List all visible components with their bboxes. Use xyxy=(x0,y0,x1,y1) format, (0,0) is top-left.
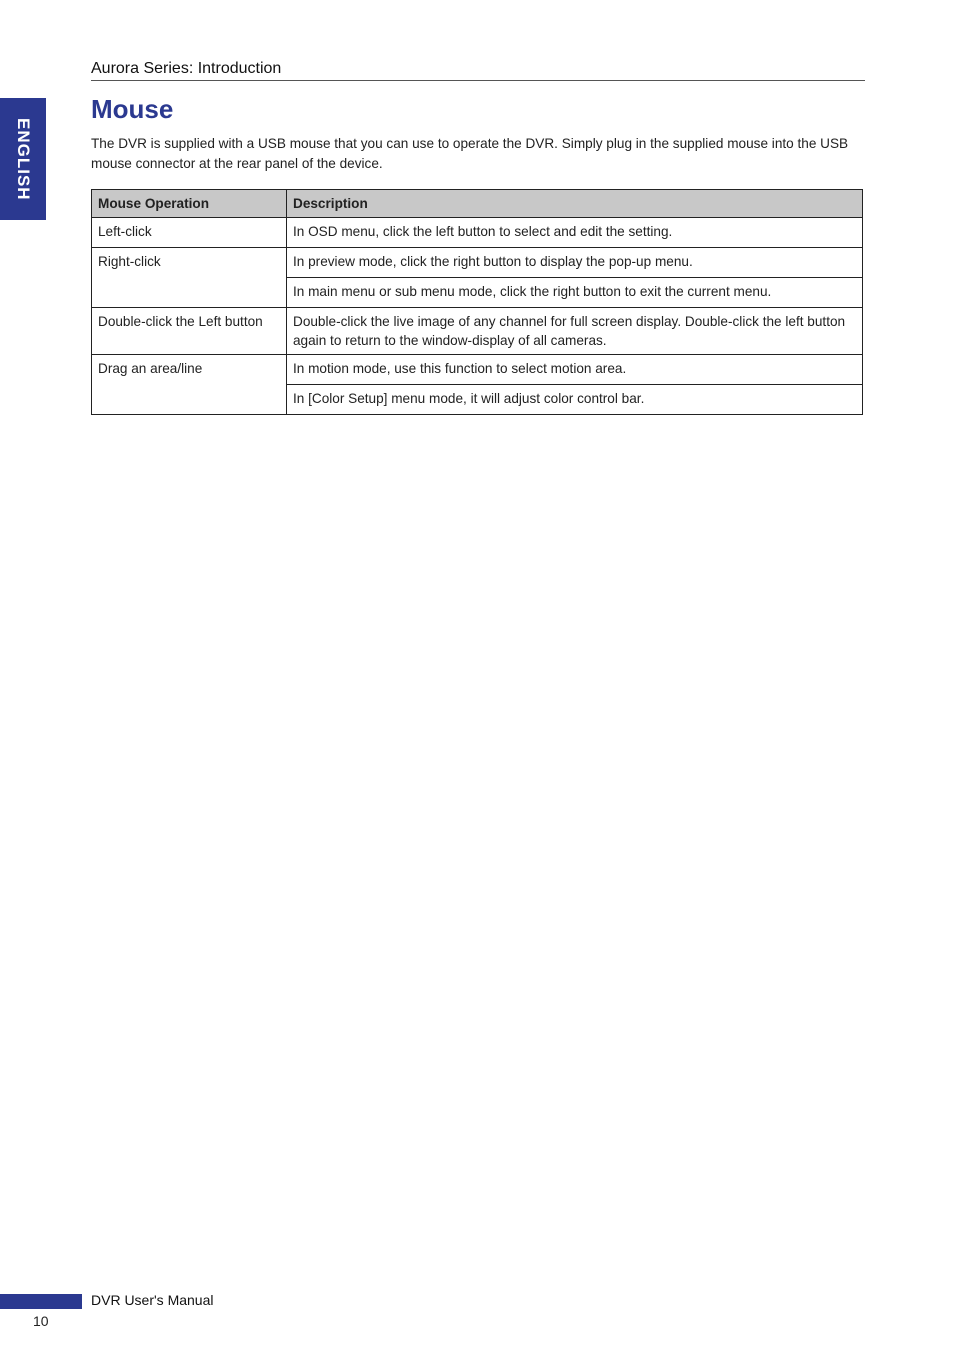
description-cell: In [Color Setup] menu mode, it will adjust color control bar. xyxy=(287,385,863,415)
language-tab xyxy=(0,98,46,220)
table-row xyxy=(92,248,863,278)
table-row xyxy=(92,218,863,248)
footer-manual-title: DVR User's Manual xyxy=(91,1292,214,1308)
description-cell: Double-click the live image of any channel for full screen display. Double-click the left button again to return to the window-display of all cameras. xyxy=(287,308,863,355)
table-row xyxy=(92,355,863,385)
footer-accent-bar xyxy=(0,1294,82,1309)
language-tab-label: ENGLISH xyxy=(14,117,33,201)
mouse-operations-table xyxy=(91,189,863,415)
column-header-operation: Mouse Operation xyxy=(92,190,287,218)
description-cell: In preview mode, click the right button to display the pop-up menu. xyxy=(287,248,863,278)
page-number: 10 xyxy=(33,1313,49,1329)
description-cell: In OSD menu, click the left button to select and edit the setting. xyxy=(287,218,863,248)
operation-cell: Drag an area/line xyxy=(92,355,287,415)
description-cell: In motion mode, use this function to select motion area. xyxy=(287,355,863,385)
table-row xyxy=(92,308,863,355)
section-header: Aurora Series: Introduction xyxy=(91,60,865,81)
page-title: Mouse xyxy=(91,94,174,124)
intro-paragraph: The DVR is supplied with a USB mouse that you can use to operate the DVR. Simply plug in the supplied mouse into the USB mouse connector at the rear panel of the device. xyxy=(91,136,849,171)
description-cell: In main menu or sub menu mode, click the right button to exit the current menu. xyxy=(287,278,863,308)
operation-cell: Left-click xyxy=(92,218,287,248)
table-header-row xyxy=(92,190,863,218)
operation-cell: Double-click the Left button xyxy=(92,308,287,355)
operation-cell: Right-click xyxy=(92,248,287,308)
column-header-description: Description xyxy=(287,190,863,218)
